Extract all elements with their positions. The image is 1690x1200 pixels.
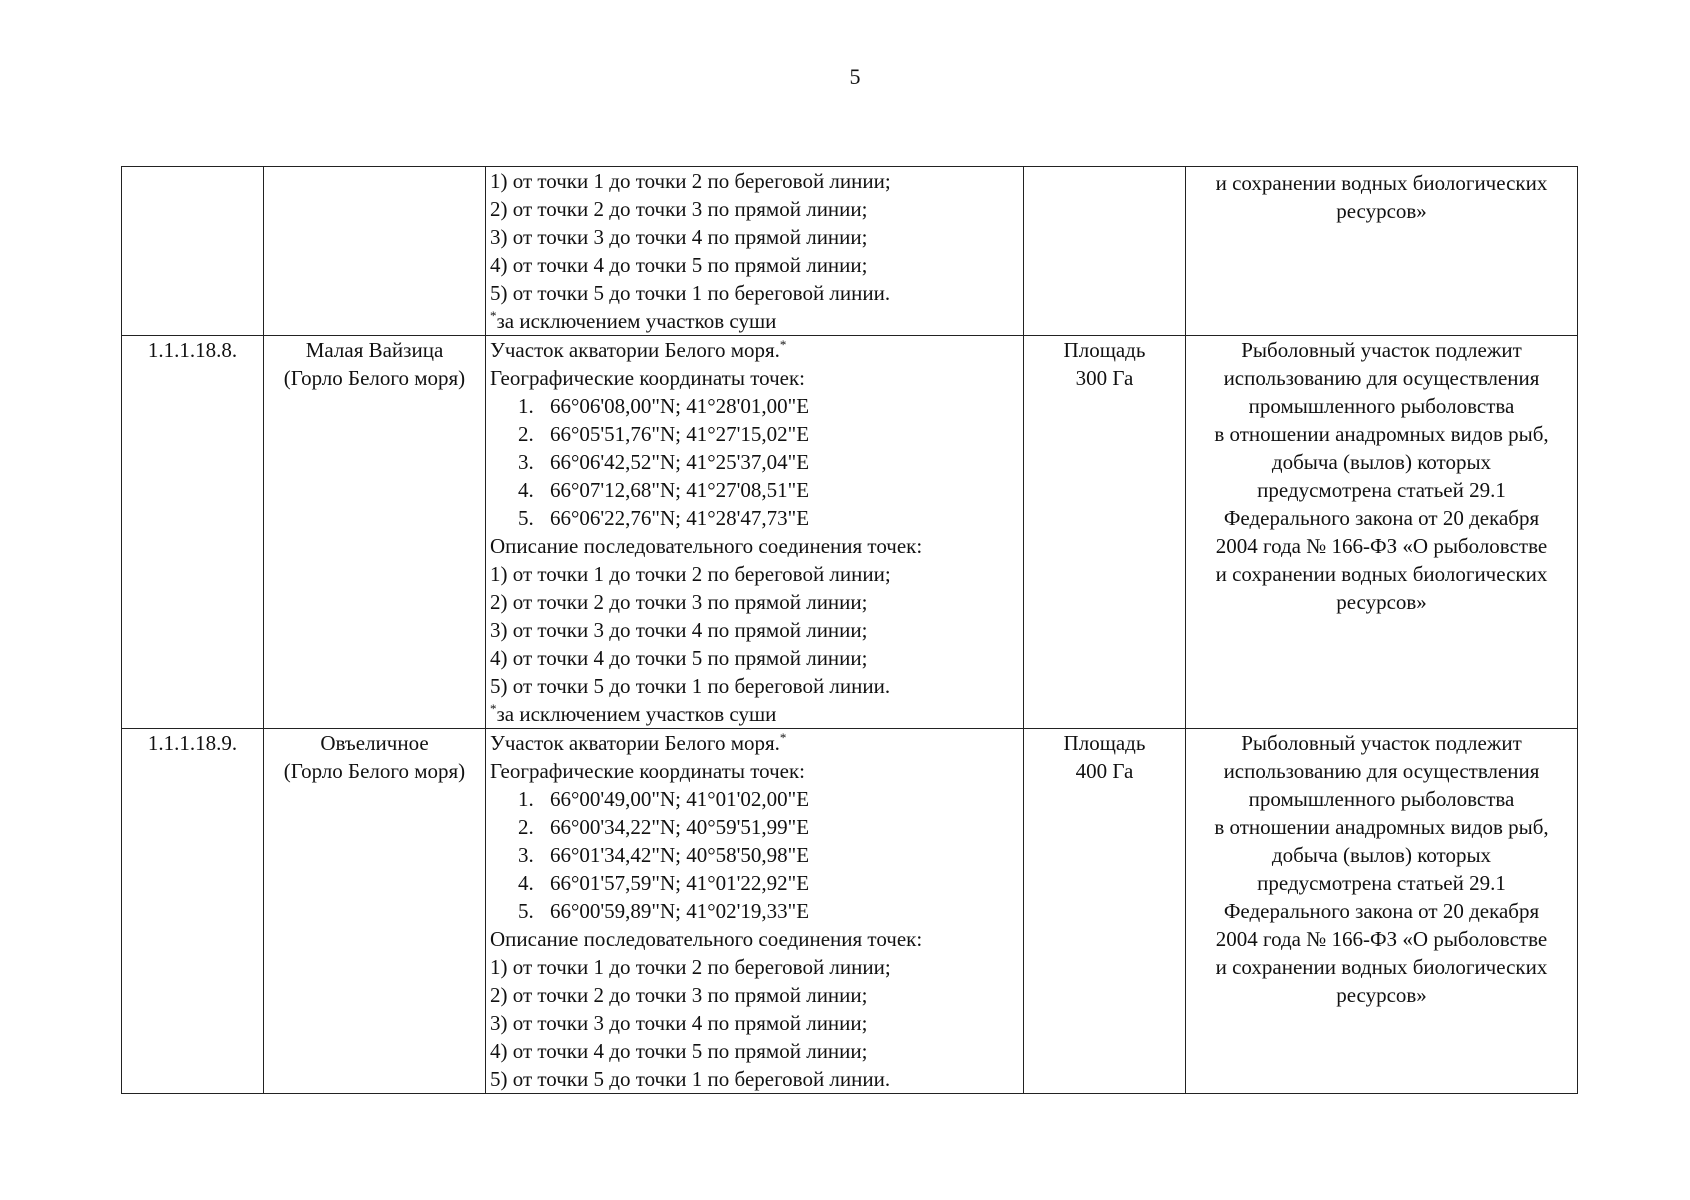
area-cell — [1024, 167, 1186, 336]
link-line: 2) от точки 2 до точки 3 по прямой линии; — [490, 983, 868, 1007]
site-name-cell — [264, 729, 486, 1094]
coordinate-item: 2. 66°00'34,22"N; 40°59'51,99"E — [518, 815, 810, 839]
fishing-areas-table — [121, 166, 1578, 1094]
exclusion-note: *за исключением участков суши — [490, 308, 777, 333]
link-line: 4) от точки 4 до точки 5 по прямой линии; — [490, 253, 868, 277]
site-name: Малая Вайзица — [305, 338, 444, 362]
area-cell: Площадь 400 Га — [1024, 729, 1186, 1094]
link-line: 1) от точки 1 до точки 2 по береговой линии; — [490, 955, 891, 979]
coordinate-item: 1. 66°06'08,00"N; 41°28'01,00"E — [518, 394, 810, 418]
link-line: 1) от точки 1 до точки 2 по береговой линии; — [490, 169, 891, 193]
link-line: 1) от точки 1 до точки 2 по береговой линии; — [490, 562, 891, 586]
link-line: 2) от точки 2 до точки 3 по прямой линии; — [490, 197, 868, 221]
table-row-continuation — [122, 167, 1578, 336]
description-cell — [486, 729, 1024, 1094]
link-line: 3) от точки 3 до точки 4 по прямой линии; — [490, 618, 868, 642]
page-number: 5 — [849, 64, 861, 89]
site-name: Овъеличное — [320, 731, 429, 755]
water-area-label: Участок акватории Белого моря.* — [490, 730, 787, 755]
site-location: (Горло Белого моря) — [283, 366, 466, 390]
coords-heading: Географические координаты точек: — [490, 759, 805, 783]
links-heading: Описание последовательного соединения точек: — [490, 927, 923, 951]
link-line: 2) от точки 2 до точки 3 по прямой линии; — [490, 590, 868, 614]
note-cell: и сохранении водных биологических ресурсов» — [1186, 167, 1578, 336]
area-cell: Площадь 300 Га — [1024, 336, 1186, 729]
name-cell — [264, 167, 486, 336]
row-number: 1.1.1.18.8. — [122, 336, 264, 729]
table-row-1-1-1-18-8 — [122, 336, 1578, 729]
coordinate-item: 4. 66°07'12,68"N; 41°27'08,51"E — [518, 478, 810, 502]
site-location: (Горло Белого моря) — [283, 759, 466, 783]
coordinate-item: 3. 66°06'42,52"N; 41°25'37,04"E — [518, 450, 810, 474]
coordinate-item: 2. 66°05'51,76"N; 41°27'15,02"E — [518, 422, 810, 446]
coordinate-item: 4. 66°01'57,59"N; 41°01'22,92"E — [518, 871, 810, 895]
table-row-1-1-1-18-9 — [122, 729, 1578, 1094]
area-value: 400 Га — [1075, 759, 1134, 783]
links-heading: Описание последовательного соединения точек: — [490, 534, 923, 558]
site-name-cell — [264, 336, 486, 729]
link-line: 5) от точки 5 до точки 1 по береговой линии. — [490, 674, 891, 698]
note-cell: Рыболовный участок подлежит использованию для осуществления промышленного рыболовства в отношении анадромных видов рыб, добыча (вылов) которых предусмотрена статьей 29.1 Федерального закона от 20 декабря 2004 года № 166-ФЗ «О рыболовстве и сохранении водных биологических ресурсов» — [1186, 729, 1578, 1094]
water-area-label: Участок акватории Белого моря.* — [490, 337, 787, 362]
link-line: 5) от точки 5 до точки 1 по береговой линии. — [490, 281, 891, 305]
description-cell — [486, 336, 1024, 729]
coordinate-item: 5. 66°00'59,89"N; 41°02'19,33"E — [518, 899, 810, 923]
exclusion-note: *за исключением участков суши — [490, 701, 777, 726]
description-cell — [486, 167, 1024, 336]
area-value: 300 Га — [1075, 366, 1134, 390]
coordinate-item: 5. 66°06'22,76"N; 41°28'47,73"E — [518, 506, 810, 530]
coordinate-item: 1. 66°00'49,00"N; 41°01'02,00"E — [518, 787, 810, 811]
link-line: 3) от точки 3 до точки 4 по прямой линии; — [490, 225, 868, 249]
link-line: 5) от точки 5 до точки 1 по береговой линии. — [490, 1067, 891, 1091]
link-line: 3) от точки 3 до точки 4 по прямой линии; — [490, 1011, 868, 1035]
coords-heading: Географические координаты точек: — [490, 366, 805, 390]
row-number: 1.1.1.18.9. — [122, 729, 264, 1094]
link-line: 4) от точки 4 до точки 5 по прямой линии; — [490, 1039, 868, 1063]
coordinate-item: 3. 66°01'34,42"N; 40°58'50,98"E — [518, 843, 810, 867]
number-cell — [122, 167, 264, 336]
link-line: 4) от точки 4 до точки 5 по прямой линии; — [490, 646, 868, 670]
note-cell: Рыболовный участок подлежит использованию для осуществления промышленного рыболовства в отношении анадромных видов рыб, добыча (вылов) которых предусмотрена статьей 29.1 Федерального закона от 20 декабря 2004 года № 166-ФЗ «О рыболовстве и сохранении водных биологических ресурсов» — [1186, 336, 1578, 729]
